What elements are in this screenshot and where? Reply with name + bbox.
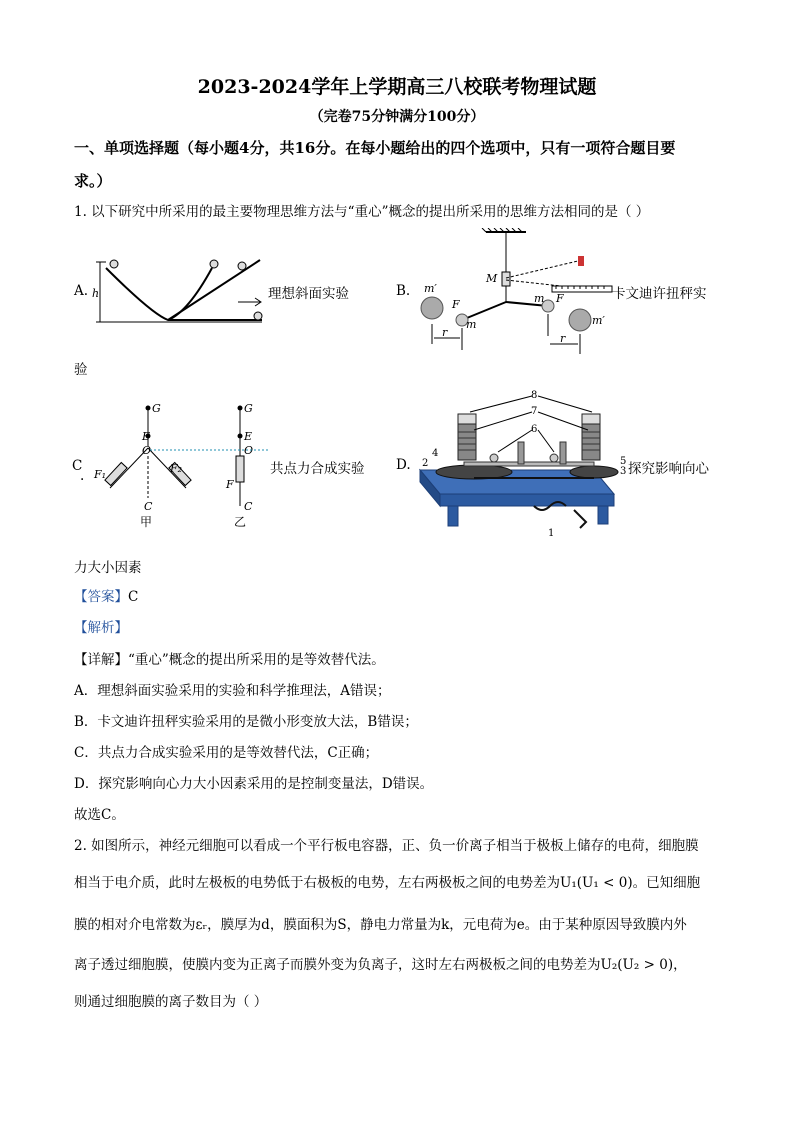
option-d-text-continued: 力大小因素 bbox=[74, 560, 142, 576]
question-2-line3: 膜的相对介电常数为εᵣ，膜厚为d，膜面积为S，静电力常量为k，元电荷为e。由于某种原因导致膜内外 bbox=[74, 917, 687, 933]
option-c-text: 共点力合成实验 bbox=[270, 461, 365, 477]
detail-text: “重心”概念的提出所采用的是等效替代法。 bbox=[128, 652, 385, 668]
analysis-line-d: D．探究影响向心力大小因素采用的是控制变量法，D错误。 bbox=[74, 776, 434, 792]
fig-d-label-4: 4 bbox=[432, 448, 439, 459]
option-a-text: 理想斜面实验 bbox=[268, 286, 349, 302]
fig-b-F1-label: F bbox=[452, 298, 460, 311]
question-2-line5: 则通过细胞膜的离子数目为（ ） bbox=[74, 994, 268, 1010]
page-title: 2023-2024学年上学期高三八校联考物理试题 bbox=[197, 76, 597, 98]
fig-c-C2-label: C bbox=[244, 500, 253, 513]
analysis-line-b: B．卡文迪许扭秤实验采用的是微小形变放大法，B错误； bbox=[74, 714, 418, 730]
analysis-line-c: C．共点力合成实验采用的是等效替代法，C正确； bbox=[74, 745, 379, 761]
analysis-tag: 【解析】 bbox=[74, 620, 128, 636]
fig-c-C1-label: C bbox=[144, 500, 153, 513]
force-composition-figure bbox=[90, 398, 270, 530]
fig-b-mprime2-label: m′ bbox=[592, 314, 605, 327]
fig-c-G1-label: G bbox=[152, 402, 161, 415]
option-b-text: 卡文迪许扭秤实 bbox=[612, 286, 707, 302]
fig-c-F-label: F bbox=[226, 478, 234, 491]
fig-b-M-label: M bbox=[486, 272, 498, 285]
answer-value: C bbox=[128, 589, 139, 605]
fig-d-label-8: 8 bbox=[531, 390, 538, 401]
fig-c-F1-label: F₁ bbox=[94, 468, 107, 481]
fig-c-G2-label: G bbox=[244, 402, 253, 415]
fig-b-r2-label: r bbox=[560, 332, 566, 345]
cavendish-figure bbox=[414, 228, 614, 356]
fig-d-label-7: 7 bbox=[531, 406, 538, 417]
question-2-line2: 相当于电介质，此时左极板的电势低于右极板的电势，左右两极板之间的电势差为U₁(U₁ < 0)。已知细胞 bbox=[74, 875, 701, 891]
question-2-line4: 离子透过细胞膜，使膜内变为正离子而膜外变为负离子，这时左右两极板之间的电势差为U₂(U₂ > 0)， bbox=[74, 957, 687, 973]
option-a-letter: A. bbox=[74, 283, 89, 299]
analysis-conclusion: 故选C。 bbox=[74, 807, 125, 823]
fig-d-label-2: 2 bbox=[422, 458, 429, 469]
section-heading-line2: 求。） bbox=[74, 172, 112, 190]
fig-a-h-label: h bbox=[92, 287, 100, 300]
fig-b-r1-label: r bbox=[442, 326, 448, 339]
fig-b-F2-label: F bbox=[556, 292, 564, 305]
fig-d-label-6: 6 bbox=[531, 424, 538, 435]
option-c-letter: C bbox=[72, 458, 83, 474]
fig-b-m1-label: m bbox=[466, 318, 477, 331]
fig-c-yi-label: 乙 bbox=[234, 515, 247, 529]
analysis-line-a: A．理想斜面实验采用的实验和科学推理法，A错误； bbox=[74, 683, 391, 699]
question-1-stem: 1. 以下研究中所采用的最主要物理思维方法与“重心”概念的提出所采用的思维方法相同的是（ ） bbox=[74, 204, 650, 220]
fig-c-O2-label: O bbox=[244, 444, 254, 457]
ideal-slope-figure bbox=[92, 252, 272, 332]
fig-c-E2-label: E bbox=[244, 430, 253, 443]
option-c-dot: . bbox=[80, 468, 85, 484]
fig-b-mprime1-label: m′ bbox=[424, 282, 437, 295]
fig-d-label-3: 3 bbox=[620, 466, 627, 477]
option-b-text-continued: 验 bbox=[74, 362, 88, 378]
centripetal-apparatus-figure bbox=[414, 390, 630, 540]
answer-tag: 【答案】 bbox=[74, 589, 128, 605]
fig-d-label-5: 5 bbox=[620, 456, 627, 467]
option-b-letter: B. bbox=[396, 283, 411, 299]
option-d-letter: D. bbox=[396, 457, 411, 473]
question-2-line1: 2. 如图所示，神经元细胞可以看成一个平行板电容器，正、负一价离子相当于极板上储存的电荷，细胞膜 bbox=[74, 838, 699, 854]
fig-d-label-1: 1 bbox=[548, 528, 555, 539]
fig-c-E1-label: E bbox=[142, 430, 151, 443]
section-heading-line1: 一、单项选择题（每小题4分，共16分。在每小题给出的四个选项中，只有一项符合题目要 bbox=[74, 139, 676, 157]
fig-c-jia-label: 甲 bbox=[140, 515, 153, 529]
option-d-text: 探究影响向心 bbox=[628, 461, 709, 477]
detail-tag: 【详解】 bbox=[74, 652, 128, 668]
fig-c-O1-label: O bbox=[142, 444, 152, 457]
fig-c-F2-label: F₂ bbox=[170, 462, 183, 475]
fig-b-m2-label: m bbox=[534, 292, 545, 305]
page-subtitle: （完卷75分钟满分100分） bbox=[309, 109, 485, 125]
